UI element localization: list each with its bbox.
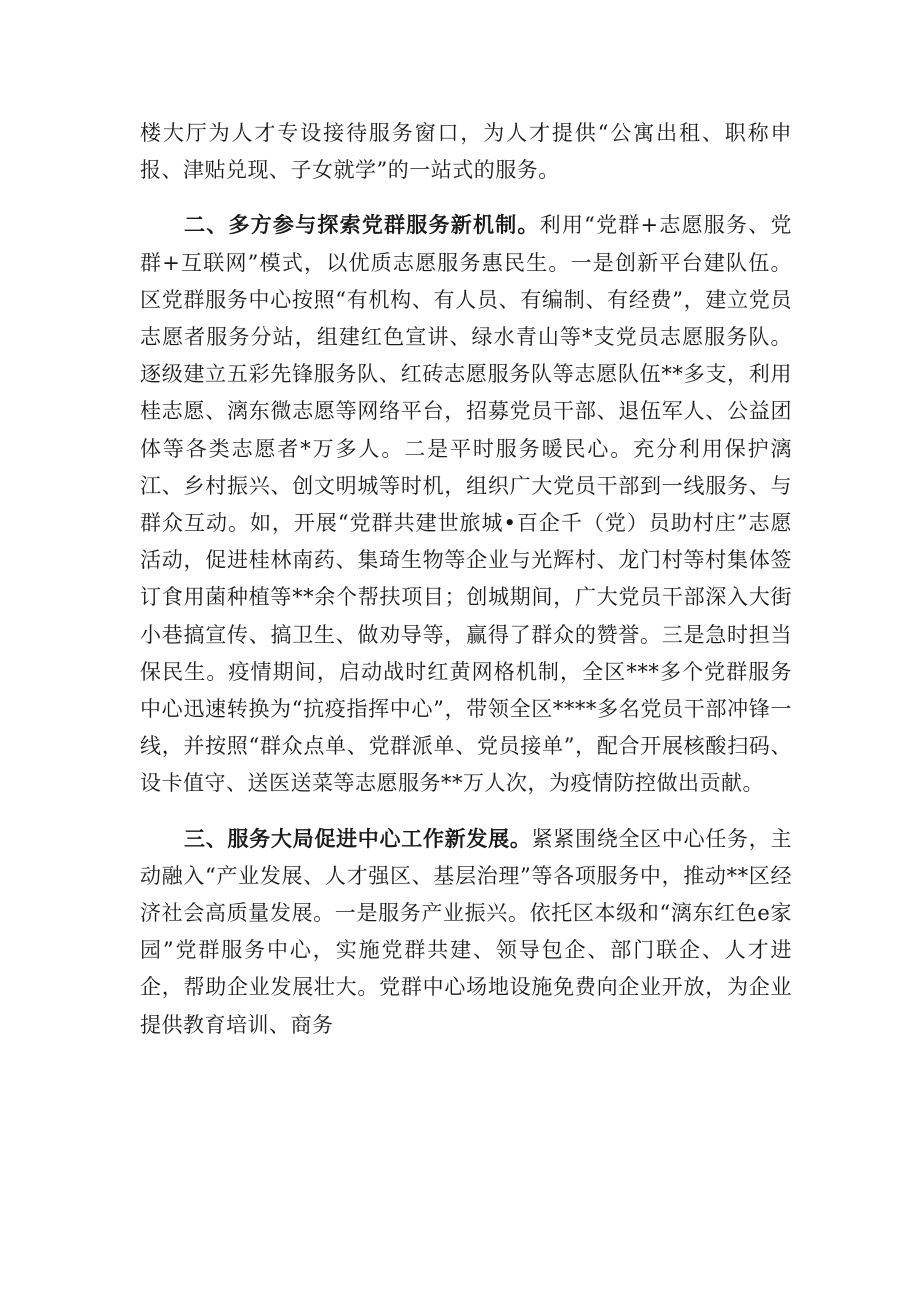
paragraph-continuation: [140, 115, 792, 189]
section-3-heading: 三、服务大局促进中心工作新发展。: [184, 826, 532, 851]
section-2-heading: 二、多方参与探索党群服务新机制。: [184, 213, 540, 238]
section-2-text: 利用“党群+志愿服务、党群+互联网”模式，以优质志愿服务惠民生。一是创新平台建队伍。区党群服务中心按照“有机构、有人员、有编制、有经费”，建立党员志愿者服务分站，组建红色宣讲、绿水青山等*支党员志愿服务队。逐级建立五彩先锋服务队、红砖志愿服务队等志愿队伍**多支，利用桂志愿、漓东微志愿等网络平台，招募党员干部、退伍军人、公益团体等各类志愿者*万多人。二是平时服务暖民心。充分利用保护漓江、乡村振兴、创文明城等时机，组织广大党员干部到一线服务、与群众互动。如，开展“党群共建世旅城•百企千（党）员助村庄”志愿活动，促进桂林南药、集琦生物等企业与光辉村、龙门村等村集体签订食用菌种植等**余个帮扶项目；创城期间，广大党员干部深入大街小巷搞宣传、搞卫生、做劝导等，赢得了群众的赞誉。三是急时担当保民生。疫情期间，启动战时红黄网格机制，全区***多个党群服务中心迅速转换为“抗疫指挥中心”，带领全区****多名党员干部冲锋一线，并按照“群众点单、党群派单、党员接单”，配合开展核酸扫码、设卡值守、送医送菜等志愿服务**万人次，为疫情防控做出贡献。: [140, 213, 792, 796]
section-3-text: 紧紧围绕全区中心任务，主动融入“产业发展、人才强区、基层治理”等各项服务中，推动**区经济社会高质量发展。一是服务产业振兴。依托区本级和“漓东红色e家园”党群服务中心，实施党群共建、领导包企、部门联企、人才进企，帮助企业发展壮大。党群中心场地设施免费向企业开放，为企业提供教育培训、商务: [140, 826, 793, 1037]
document-page: [140, 115, 792, 1044]
paragraph-1-text: 楼大厅为人才专设接待服务窗口，为人才提供“公寓出租、职称申报、津贴兑现、子女就学”的一站式的服务。: [140, 121, 792, 183]
paragraph-section-2: [140, 207, 792, 802]
paragraph-section-3: [140, 821, 792, 1044]
